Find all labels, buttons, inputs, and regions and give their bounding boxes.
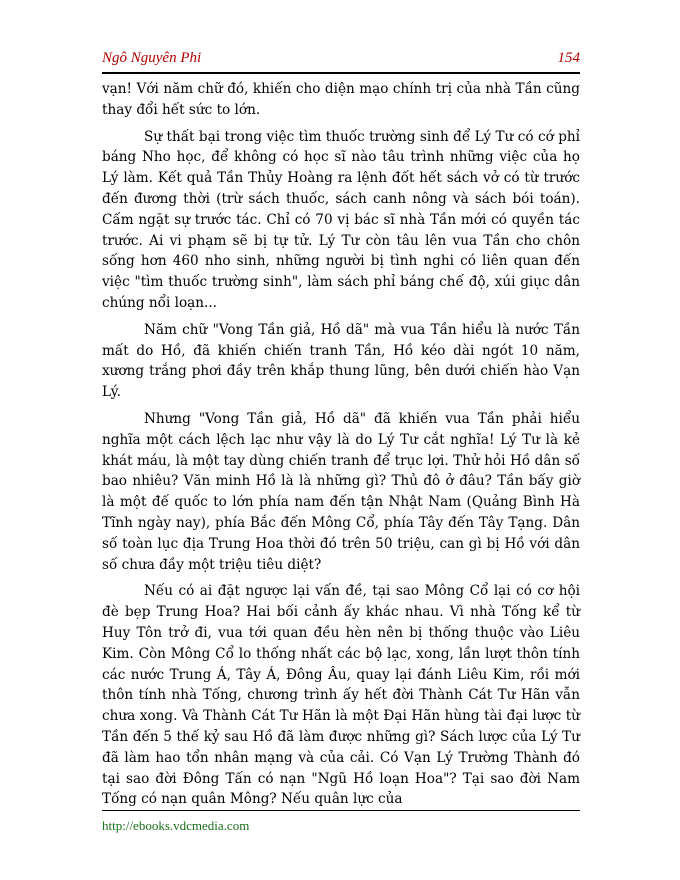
paragraph: Nhưng "Vong Tần giả, Hồ dã" đã khiến vua Tần phải hiểu nghĩa một cách lệch lạc như vậy là do Lý Tư cắt nghĩa! Lý Tư là kẻ khát máu, là một tay dùng chiến tranh để trục lợi. Thử hỏi Hồ dân số bao nhiêu? Văn minh Hồ là là những gì? Thủ đô ở đâu? Tần bấy giờ là một đế quốc to lớn phía nam đến tận Nhật Nam (Quảng Bình Hà Tĩnh ngày nay), phía Bắc đến Mông Cổ, phía Tây đến Tây Tạng. Dân số toàn lục địa Trung Hoa thời đó trên 50 triệu, can gì bị Hồ với dân số chưa đầy một triệu tiêu diệt? xyxy=(102,410,580,573)
header-author: Ngô Nguyên Phi xyxy=(102,50,202,66)
page-header xyxy=(102,48,580,70)
header-page-number: 154 xyxy=(557,50,580,66)
header-rule xyxy=(102,72,580,74)
paragraph: Sự thất bại trong việc tìm thuốc trường sinh để Lý Tư có cớ phỉ báng Nho học, để không có học sĩ nào tâu trình những việc của họ Lý làm. Kết quả Tần Thủy Hoàng ra lệnh đốt hết sách vở có từ trước đến đương thời (trừ sách thuốc, sách canh nông và sách bói toán). Cấm ngặt sự trước tác. Chỉ có 70 vị bác sĩ nhà Tần mới có quyền tác trước. Ai vi phạm sẽ bị tự tử. Lý Tư còn tâu lên vua Tần cho chôn sống hơn 460 nho sinh, những người bị tình nghi có liên quan đến việc "tìm thuốc trường sinh", làm sách phỉ báng chế độ, xúi giục dân chúng nổi loạn... xyxy=(102,128,580,311)
paragraph: Năm chữ "Vong Tần giả, Hồ dã" mà vua Tần hiểu là nước Tần mất do Hồ, đã khiến chiến tranh Tần, Hồ kéo dài ngót 10 năm, xương trắng phơi đầy trên khắp thung lũng, bên dưới chiến hào Vạn Lý. xyxy=(102,321,580,401)
footer-link[interactable]: http://ebooks.vdcmedia.com xyxy=(102,818,250,833)
paragraph: Nếu có ai đặt ngược lại vấn đề, tại sao Mông Cổ lại có cơ hội đè bẹp Trung Hoa? Hai bối cảnh ấy khác nhau. Vì nhà Tống kể từ Huy Tôn trở đi, vua tới quan đều hèn nên bị thống thuộc vào Liêu Kim. Còn Mông Cổ lo thống nhất các bộ lạc, xong, lần lượt thôn tính các nước Trung Á, Tây Á, Đông Âu, quay lại đánh Liêu Kim, rồi mới thôn tính nhà Tống, chương trình ấy hết đời Thành Cát Tư Hãn vẫn chưa xong. Và Thành Cát Tư Hãn là một Đại Hãn hùng tài đại lược từ Tần đến 5 thế kỷ sau Hồ đã làm được những gì? Sách lược của Lý Tư đã làm hao tổn nhân mạng và của cải. Có Vạn Lý Trường Thành đó tại sao đời Đông Tấn có nạn "Ngũ Hồ loạn Hoa"? Tại sao đời Nam Tống có nạn quân Mông? Nếu quân lực của xyxy=(102,583,580,808)
paragraph: vạn! Với năm chữ đó, khiến cho diện mạo chính trị của nhà Tần cũng thay đổi hết sức to lớn. xyxy=(102,81,580,118)
page-body xyxy=(102,79,580,816)
footer-rule xyxy=(102,810,580,811)
